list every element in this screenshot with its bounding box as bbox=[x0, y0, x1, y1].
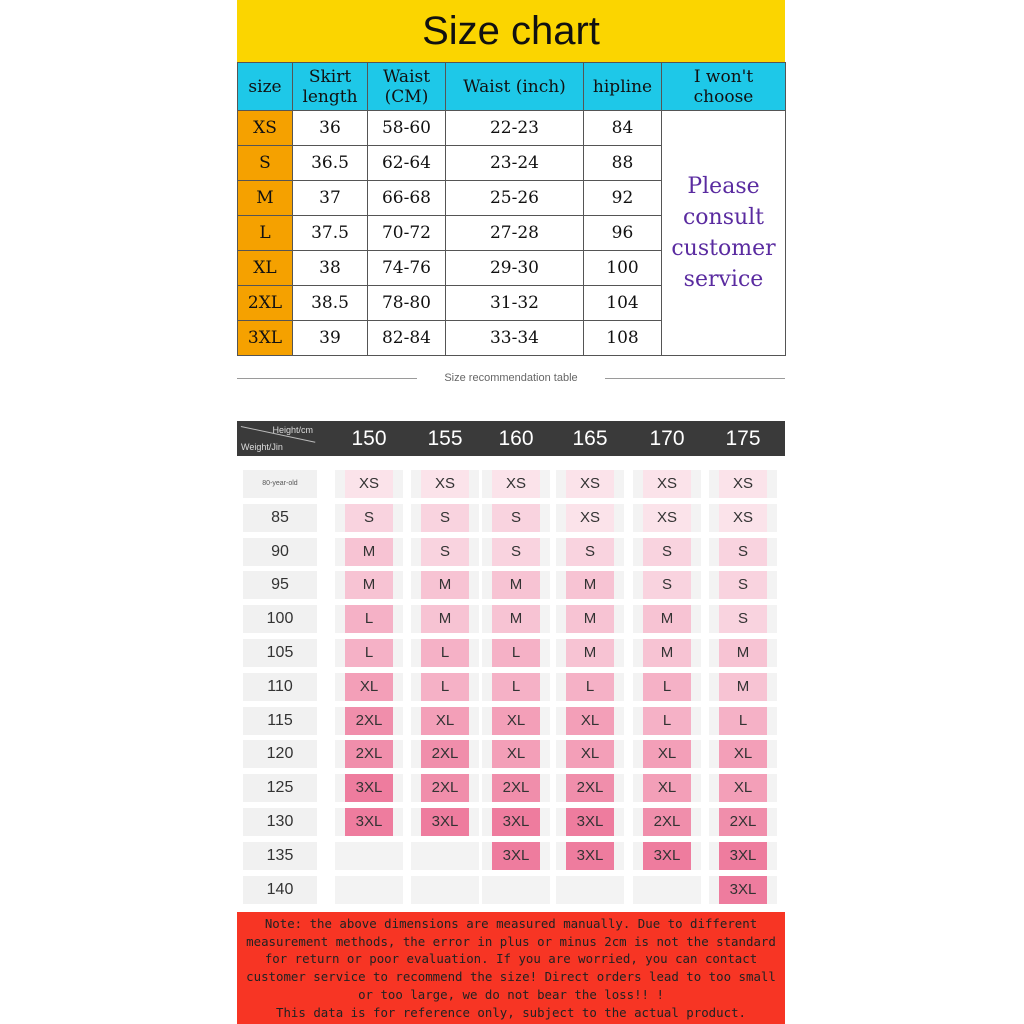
recommendation-cell bbox=[335, 707, 403, 735]
recommendation-cell bbox=[482, 740, 550, 768]
recommended-size-chip: XL bbox=[492, 740, 540, 768]
recommended-size-chip: 3XL bbox=[492, 842, 540, 870]
recommended-size-chip bbox=[421, 842, 469, 870]
recommended-size-chip bbox=[643, 876, 691, 904]
size-label-cell: L bbox=[238, 216, 293, 251]
recommendation-row bbox=[237, 774, 785, 802]
recommended-size-chip: S bbox=[345, 504, 393, 532]
recommended-size-chip: M bbox=[719, 639, 767, 667]
size-value-cell: 37.5 bbox=[293, 216, 368, 251]
recommended-size-chip: XL bbox=[566, 740, 614, 768]
recommendation-cell bbox=[633, 808, 701, 836]
height-column-label: 150 bbox=[351, 427, 387, 450]
height-axis-label: Height/cm bbox=[272, 425, 313, 435]
recommendation-cell bbox=[556, 808, 624, 836]
recommendation-row bbox=[237, 605, 785, 633]
size-value-cell: 37 bbox=[293, 181, 368, 216]
recommendation-cell bbox=[411, 504, 479, 532]
size-table-header-cell: size bbox=[238, 63, 293, 111]
recommendation-cell bbox=[633, 842, 701, 870]
recommendation-row bbox=[237, 876, 785, 904]
recommendation-cell bbox=[482, 673, 550, 701]
recommendation-cell bbox=[709, 808, 777, 836]
size-value-cell: 88 bbox=[584, 146, 662, 181]
recommended-size-chip: 3XL bbox=[719, 876, 767, 904]
recommendation-cell bbox=[633, 639, 701, 667]
recommended-size-chip: 3XL bbox=[566, 842, 614, 870]
recommended-size-chip: M bbox=[719, 673, 767, 701]
recommended-size-chip: S bbox=[492, 504, 540, 532]
recommendation-cell bbox=[556, 538, 624, 566]
weight-label: 100 bbox=[243, 605, 317, 633]
recommendation-cell bbox=[482, 470, 550, 498]
recommendation-cell bbox=[335, 673, 403, 701]
size-label-cell: M bbox=[238, 181, 293, 216]
recommended-size-chip: L bbox=[643, 673, 691, 701]
recommendation-cell bbox=[411, 740, 479, 768]
size-value-cell: 23-24 bbox=[446, 146, 584, 181]
recommendation-cell bbox=[709, 673, 777, 701]
weight-label: 85 bbox=[243, 504, 317, 532]
recommendation-cell bbox=[556, 740, 624, 768]
recommended-size-chip: S bbox=[566, 538, 614, 566]
recommendation-cell bbox=[633, 774, 701, 802]
height-column-label: 175 bbox=[725, 427, 761, 450]
weight-label: 125 bbox=[243, 774, 317, 802]
recommendation-cell bbox=[633, 470, 701, 498]
recommendation-cell bbox=[335, 774, 403, 802]
disclaimer-line: Note: the above dimensions are measured manually. Due to different bbox=[264, 916, 758, 931]
recommendation-cell bbox=[335, 470, 403, 498]
recommendation-row bbox=[237, 538, 785, 566]
recommendation-cell bbox=[633, 605, 701, 633]
recommended-size-chip: XS bbox=[345, 470, 393, 498]
recommendation-cell bbox=[335, 538, 403, 566]
size-label-cell: S bbox=[238, 146, 293, 181]
weight-label: 105 bbox=[243, 639, 317, 667]
recommendation-cell bbox=[482, 842, 550, 870]
disclaimer-line: or too large, we do not bear the loss!! ! bbox=[358, 986, 664, 1002]
recommended-size-chip: L bbox=[345, 639, 393, 667]
size-value-cell: 70-72 bbox=[368, 216, 446, 251]
recommendation-cell bbox=[709, 842, 777, 870]
weight-label: 95 bbox=[243, 571, 317, 599]
recommended-size-chip: L bbox=[345, 605, 393, 633]
recommendation-cell bbox=[411, 876, 479, 904]
size-value-cell: 62-64 bbox=[368, 146, 446, 181]
height-column-label: 160 bbox=[498, 427, 534, 450]
recommended-size-chip: XL bbox=[566, 707, 614, 735]
recommended-size-chip: 3XL bbox=[719, 842, 767, 870]
recommendation-cell bbox=[633, 707, 701, 735]
recommendation-cell bbox=[482, 571, 550, 599]
size-table-header-cell: Waist (CM) bbox=[368, 63, 446, 111]
recommended-size-chip: 2XL bbox=[566, 774, 614, 802]
recommended-size-chip: XL bbox=[643, 774, 691, 802]
recommendation-cell bbox=[411, 571, 479, 599]
recommendation-cell bbox=[482, 774, 550, 802]
recommended-size-chip: 2XL bbox=[719, 808, 767, 836]
recommendation-cell bbox=[556, 707, 624, 735]
size-table-row bbox=[238, 111, 786, 146]
recommendation-cell bbox=[556, 842, 624, 870]
size-value-cell: 33-34 bbox=[446, 321, 584, 356]
height-column-label: 155 bbox=[427, 427, 463, 450]
recommended-size-chip: L bbox=[421, 639, 469, 667]
recommended-size-chip: XS bbox=[566, 504, 614, 532]
recommended-size-chip bbox=[421, 876, 469, 904]
recommended-size-chip bbox=[345, 876, 393, 904]
recommended-size-chip: 3XL bbox=[492, 808, 540, 836]
recommendation-cell bbox=[411, 774, 479, 802]
recommendation-cell bbox=[709, 504, 777, 532]
recommended-size-chip: XS bbox=[643, 470, 691, 498]
recommended-size-chip: S bbox=[719, 605, 767, 633]
recommended-size-chip: 3XL bbox=[345, 808, 393, 836]
recommended-size-chip: 3XL bbox=[345, 774, 393, 802]
recommendation-cell bbox=[556, 673, 624, 701]
recommendation-cell bbox=[335, 504, 403, 532]
size-value-cell: 104 bbox=[584, 286, 662, 321]
recommendation-cell bbox=[556, 639, 624, 667]
size-value-cell: 74-76 bbox=[368, 251, 446, 286]
recommendation-cell bbox=[709, 605, 777, 633]
recommended-size-chip: M bbox=[421, 571, 469, 599]
recommendation-cell bbox=[633, 571, 701, 599]
recommended-size-chip: S bbox=[643, 571, 691, 599]
recommendation-row bbox=[237, 470, 785, 498]
height-column-label: 170 bbox=[649, 427, 685, 450]
recommended-size-chip: S bbox=[421, 538, 469, 566]
size-table-body bbox=[238, 111, 786, 356]
recommendation-cell bbox=[709, 707, 777, 735]
size-chart-title: Size chart bbox=[237, 0, 785, 62]
recommendation-cell bbox=[709, 774, 777, 802]
size-value-cell: 36.5 bbox=[293, 146, 368, 181]
recommended-size-chip: XS bbox=[566, 470, 614, 498]
size-value-cell: 58-60 bbox=[368, 111, 446, 146]
recommendation-cell bbox=[411, 605, 479, 633]
recommended-size-chip: M bbox=[566, 605, 614, 633]
recommended-size-chip: S bbox=[643, 538, 691, 566]
recommended-size-chip: 2XL bbox=[345, 740, 393, 768]
recommended-size-chip: S bbox=[719, 571, 767, 599]
recommendation-cell bbox=[335, 876, 403, 904]
recommendation-row bbox=[237, 740, 785, 768]
recommendation-cell bbox=[411, 842, 479, 870]
recommendation-cell bbox=[411, 470, 479, 498]
recommended-size-chip: XS bbox=[421, 470, 469, 498]
recommendation-cell bbox=[335, 842, 403, 870]
size-value-cell: 96 bbox=[584, 216, 662, 251]
recommendation-cell bbox=[411, 538, 479, 566]
recommendation-cell bbox=[335, 808, 403, 836]
recommendation-cell bbox=[556, 470, 624, 498]
recommendation-row bbox=[237, 504, 785, 532]
recommended-size-chip: S bbox=[719, 538, 767, 566]
recommendation-cell bbox=[482, 538, 550, 566]
size-value-cell: 38.5 bbox=[293, 286, 368, 321]
height-column-label: 165 bbox=[572, 427, 608, 450]
weight-label: 135 bbox=[243, 842, 317, 870]
recommended-size-chip: XS bbox=[643, 504, 691, 532]
recommended-size-chip: XL bbox=[719, 740, 767, 768]
size-value-cell: 66-68 bbox=[368, 181, 446, 216]
recommendation-cell bbox=[556, 504, 624, 532]
size-value-cell: 36 bbox=[293, 111, 368, 146]
recommended-size-chip: M bbox=[566, 571, 614, 599]
recommended-size-chip: XS bbox=[492, 470, 540, 498]
recommended-size-chip: XL bbox=[719, 774, 767, 802]
recommendation-cell bbox=[482, 639, 550, 667]
recommendation-cell bbox=[709, 538, 777, 566]
size-table-header-row bbox=[238, 63, 786, 111]
recommendation-cell bbox=[633, 504, 701, 532]
recommended-size-chip bbox=[492, 876, 540, 904]
size-value-cell: 108 bbox=[584, 321, 662, 356]
size-value-cell: 22-23 bbox=[446, 111, 584, 146]
disclaimer-line: measurement methods, the error in plus or minus 2cm is not the standard bbox=[246, 933, 776, 949]
recommendation-cell bbox=[709, 876, 777, 904]
recommendation-cell bbox=[411, 673, 479, 701]
size-value-cell: 38 bbox=[293, 251, 368, 286]
weight-axis-label: Weight/Jin bbox=[241, 442, 283, 452]
recommendation-cell bbox=[335, 639, 403, 667]
recommendation-cell bbox=[633, 673, 701, 701]
disclaimer-line: customer service to recommend the size! Direct orders lead to too small bbox=[246, 969, 776, 985]
recommended-size-chip: L bbox=[492, 673, 540, 701]
recommendation-cell bbox=[709, 571, 777, 599]
recommendation-cell bbox=[633, 876, 701, 904]
consult-customer-service-note: Please consult customer service bbox=[662, 111, 786, 356]
recommended-size-chip: 2XL bbox=[345, 707, 393, 735]
recommended-size-chip: 2XL bbox=[492, 774, 540, 802]
recommended-size-chip: S bbox=[492, 538, 540, 566]
recommendation-caption: Size recommendation table bbox=[444, 372, 578, 384]
recommended-size-chip: M bbox=[345, 538, 393, 566]
recommendation-cell bbox=[556, 571, 624, 599]
recommended-size-chip: M bbox=[345, 571, 393, 599]
size-value-cell: 29-30 bbox=[446, 251, 584, 286]
size-value-cell: 78-80 bbox=[368, 286, 446, 321]
recommended-size-chip: 3XL bbox=[643, 842, 691, 870]
recommended-size-chip: 3XL bbox=[421, 808, 469, 836]
recommendation-header bbox=[237, 421, 785, 456]
weight-label: 115 bbox=[243, 707, 317, 735]
size-value-cell: 31-32 bbox=[446, 286, 584, 321]
disclaimer-line: for return or poor evaluation. If you are worried, you can contact bbox=[264, 951, 758, 967]
size-label-cell: XL bbox=[238, 251, 293, 286]
size-value-cell: 25-26 bbox=[446, 181, 584, 216]
size-label-cell: 2XL bbox=[238, 286, 293, 321]
recommended-size-chip: XL bbox=[345, 673, 393, 701]
weight-label: 140 bbox=[243, 876, 317, 904]
recommendation-divider bbox=[237, 370, 785, 386]
size-table-header-cell: Skirt length bbox=[293, 63, 368, 111]
size-chart-sheet bbox=[237, 0, 785, 1024]
size-table bbox=[237, 62, 786, 356]
recommendation-cell bbox=[335, 605, 403, 633]
recommended-size-chip bbox=[566, 876, 614, 904]
recommended-size-chip: L bbox=[421, 673, 469, 701]
recommended-size-chip: XL bbox=[421, 707, 469, 735]
recommended-size-chip: M bbox=[492, 605, 540, 633]
weight-label: 90 bbox=[243, 538, 317, 566]
recommended-size-chip: L bbox=[643, 707, 691, 735]
recommended-size-chip: 2XL bbox=[643, 808, 691, 836]
recommendation-cell bbox=[633, 740, 701, 768]
recommended-size-chip: M bbox=[492, 571, 540, 599]
recommendation-cell bbox=[411, 707, 479, 735]
recommendation-cell bbox=[709, 740, 777, 768]
recommendation-cell bbox=[411, 639, 479, 667]
recommendation-cell bbox=[335, 571, 403, 599]
weight-label: 120 bbox=[243, 740, 317, 768]
recommended-size-chip: L bbox=[719, 707, 767, 735]
recommendation-cell bbox=[482, 504, 550, 532]
recommended-size-chip: M bbox=[421, 605, 469, 633]
disclaimer-note bbox=[237, 912, 785, 1024]
recommended-size-chip: 2XL bbox=[421, 740, 469, 768]
size-table-header-cell: I won't choose bbox=[662, 63, 786, 111]
size-value-cell: 84 bbox=[584, 111, 662, 146]
height-weight-corner bbox=[237, 421, 319, 456]
recommendation-cell bbox=[482, 707, 550, 735]
recommendation-cell bbox=[411, 808, 479, 836]
size-table-header-cell: hipline bbox=[584, 63, 662, 111]
size-table-header-cell: Waist (inch) bbox=[446, 63, 584, 111]
recommended-size-chip: 2XL bbox=[421, 774, 469, 802]
recommended-size-chip: M bbox=[643, 639, 691, 667]
recommendation-cell bbox=[709, 639, 777, 667]
weight-label: 130 bbox=[243, 808, 317, 836]
recommended-size-chip: S bbox=[421, 504, 469, 532]
weight-label: 80-year-old bbox=[243, 470, 317, 498]
recommendation-row bbox=[237, 842, 785, 870]
size-value-cell: 39 bbox=[293, 321, 368, 356]
recommendation-row bbox=[237, 639, 785, 667]
recommendation-cell bbox=[633, 538, 701, 566]
recommended-size-chip: XL bbox=[492, 707, 540, 735]
recommendation-cell bbox=[556, 876, 624, 904]
recommended-size-chip: XS bbox=[719, 504, 767, 532]
recommendation-table bbox=[237, 421, 785, 898]
size-value-cell: 82-84 bbox=[368, 321, 446, 356]
recommendation-cell bbox=[709, 470, 777, 498]
size-label-cell: 3XL bbox=[238, 321, 293, 356]
size-value-cell: 27-28 bbox=[446, 216, 584, 251]
recommendation-cell bbox=[335, 740, 403, 768]
recommended-size-chip: M bbox=[566, 639, 614, 667]
recommended-size-chip: M bbox=[643, 605, 691, 633]
weight-label: 110 bbox=[243, 673, 317, 701]
disclaimer-line: This data is for reference only, subject to the actual product. bbox=[276, 1004, 746, 1020]
recommendation-row bbox=[237, 808, 785, 836]
recommendation-row bbox=[237, 707, 785, 735]
recommended-size-chip: XS bbox=[719, 470, 767, 498]
recommended-size-chip bbox=[345, 842, 393, 870]
recommended-size-chip: XL bbox=[643, 740, 691, 768]
recommended-size-chip: 3XL bbox=[566, 808, 614, 836]
recommended-size-chip: L bbox=[566, 673, 614, 701]
recommended-size-chip: L bbox=[492, 639, 540, 667]
size-label-cell: XS bbox=[238, 111, 293, 146]
recommendation-cell bbox=[482, 605, 550, 633]
recommendation-cell bbox=[556, 774, 624, 802]
size-value-cell: 100 bbox=[584, 251, 662, 286]
recommendation-cell bbox=[556, 605, 624, 633]
recommendation-row bbox=[237, 673, 785, 701]
recommendation-row bbox=[237, 571, 785, 599]
recommendation-cell bbox=[482, 808, 550, 836]
size-value-cell: 92 bbox=[584, 181, 662, 216]
recommendation-cell bbox=[482, 876, 550, 904]
